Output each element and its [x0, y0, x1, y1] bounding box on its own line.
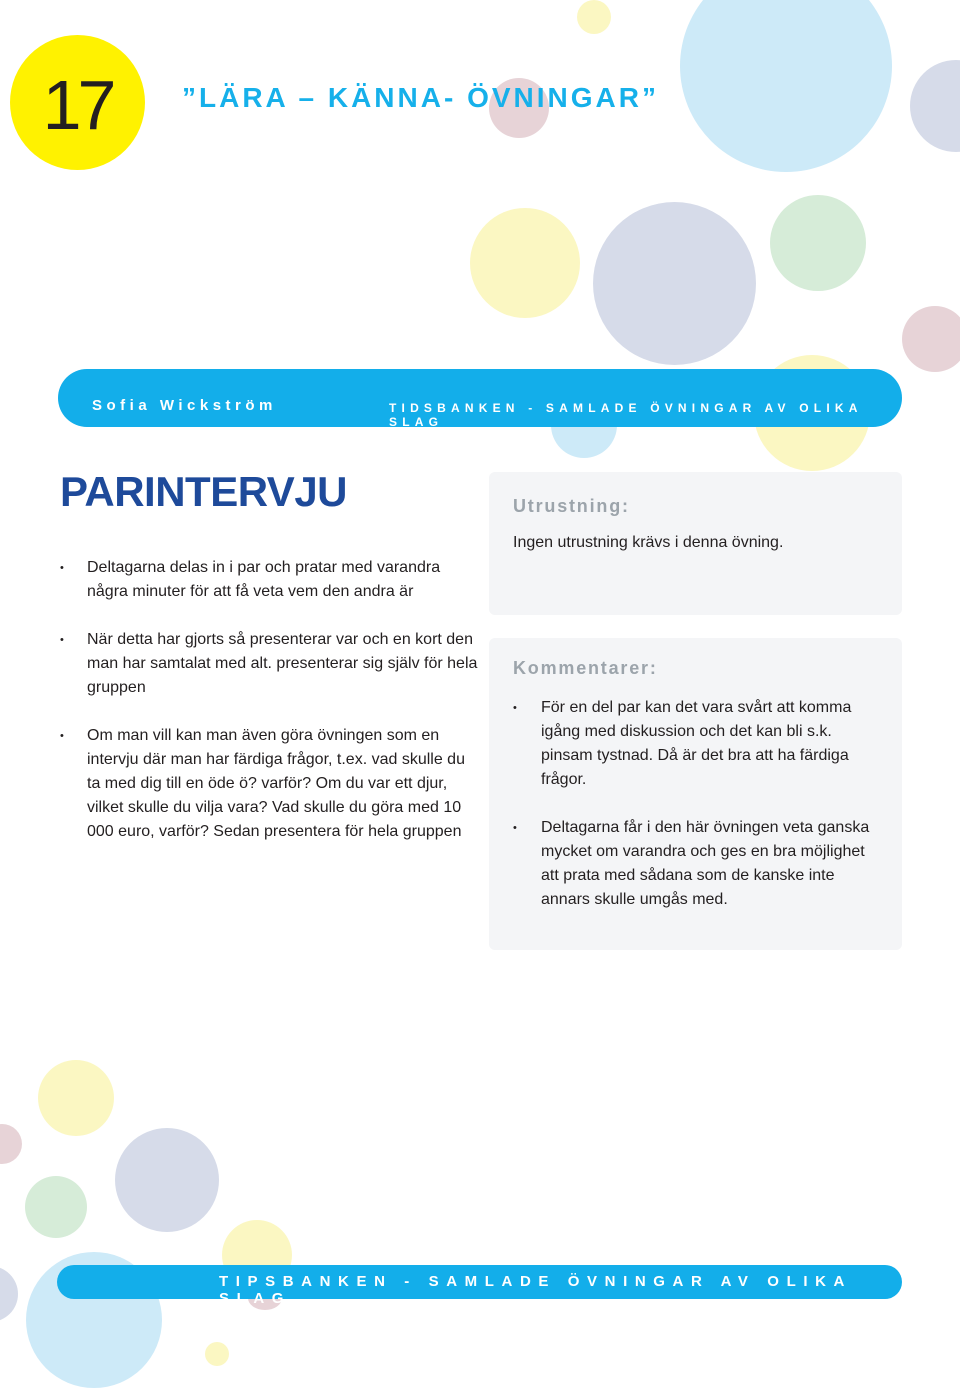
list-item — [513, 816, 873, 912]
comments-list — [513, 696, 873, 936]
list-item — [60, 556, 480, 604]
decor-circle — [770, 195, 866, 291]
footer-text: TIPSBANKEN - SAMLADE ÖVNINGAR AV OLIKA SLAG — [219, 1273, 852, 1307]
decor-circle — [25, 1176, 87, 1238]
bullet: • — [60, 730, 64, 742]
instruction-list — [60, 556, 480, 868]
decor-circle — [205, 1342, 229, 1366]
equipment-text: Ingen utrustning krävs i denna övning. — [513, 534, 784, 551]
chapter-title: ”LÄRA – KÄNNA- ÖVNINGAR” — [182, 82, 659, 113]
series-title: TIDSBANKEN - SAMLADE ÖVNINGAR AV OLIKA SLAG — [389, 401, 863, 429]
header-band — [58, 369, 902, 427]
comment-text: Deltagarna får i den här övningen veta ganska mycket om varandra och ges en bra möjlighet att prata med sådana som de kanske inte annars skulle umgås med. — [541, 819, 870, 908]
decor-circle — [680, 0, 892, 172]
instruction-text: Om man vill kan man även göra övningen som en intervju där man har färdiga frågor, t.ex. vad skulle du ta med dig till en öde ö? varför? Om du var ett djur, vilket skulle du vilja vara? Vad skulle du göra med 10 000 euro, varför? Sedan presentera för hela gruppen — [87, 727, 465, 840]
decor-circle — [470, 208, 580, 318]
bullet: • — [60, 562, 64, 574]
decor-circle — [38, 1060, 114, 1136]
footer-band — [57, 1265, 902, 1307]
page-number: 17 — [42, 65, 113, 144]
decor-circle — [910, 60, 960, 152]
exercise-title: PARINTERVJU — [60, 468, 348, 515]
page-number-badge — [10, 35, 145, 170]
comment-text: För en del par kan det vara svårt att komma igång med diskussion och det kan bli s.k. pinsam tystnad. Då är det bra att ha färdiga frågor. — [541, 699, 852, 788]
equipment-label: Utrustning: — [513, 496, 630, 516]
bullet: • — [513, 822, 517, 834]
list-item — [513, 696, 873, 792]
author-name: Sofia Wickström — [92, 397, 277, 414]
decor-circle — [593, 202, 756, 365]
instruction-text: Deltagarna delas in i par och pratar med varandra några minuter för att få veta vem den andra är — [87, 559, 441, 600]
decor-circle — [115, 1128, 219, 1232]
decor-circle — [577, 0, 611, 34]
list-item — [60, 724, 480, 844]
equipment-box — [489, 472, 902, 615]
decor-circle — [0, 1266, 18, 1322]
comments-label: Kommentarer: — [513, 658, 658, 678]
bullet: • — [60, 634, 64, 646]
list-item — [60, 628, 480, 700]
instruction-text: När detta har gjorts så presenterar var och en kort den man har samtalat med alt. presenterar sig själv för hela gruppen — [87, 631, 478, 696]
decor-circle — [0, 1124, 22, 1164]
decor-circle — [902, 306, 960, 372]
bullet: • — [513, 702, 517, 714]
